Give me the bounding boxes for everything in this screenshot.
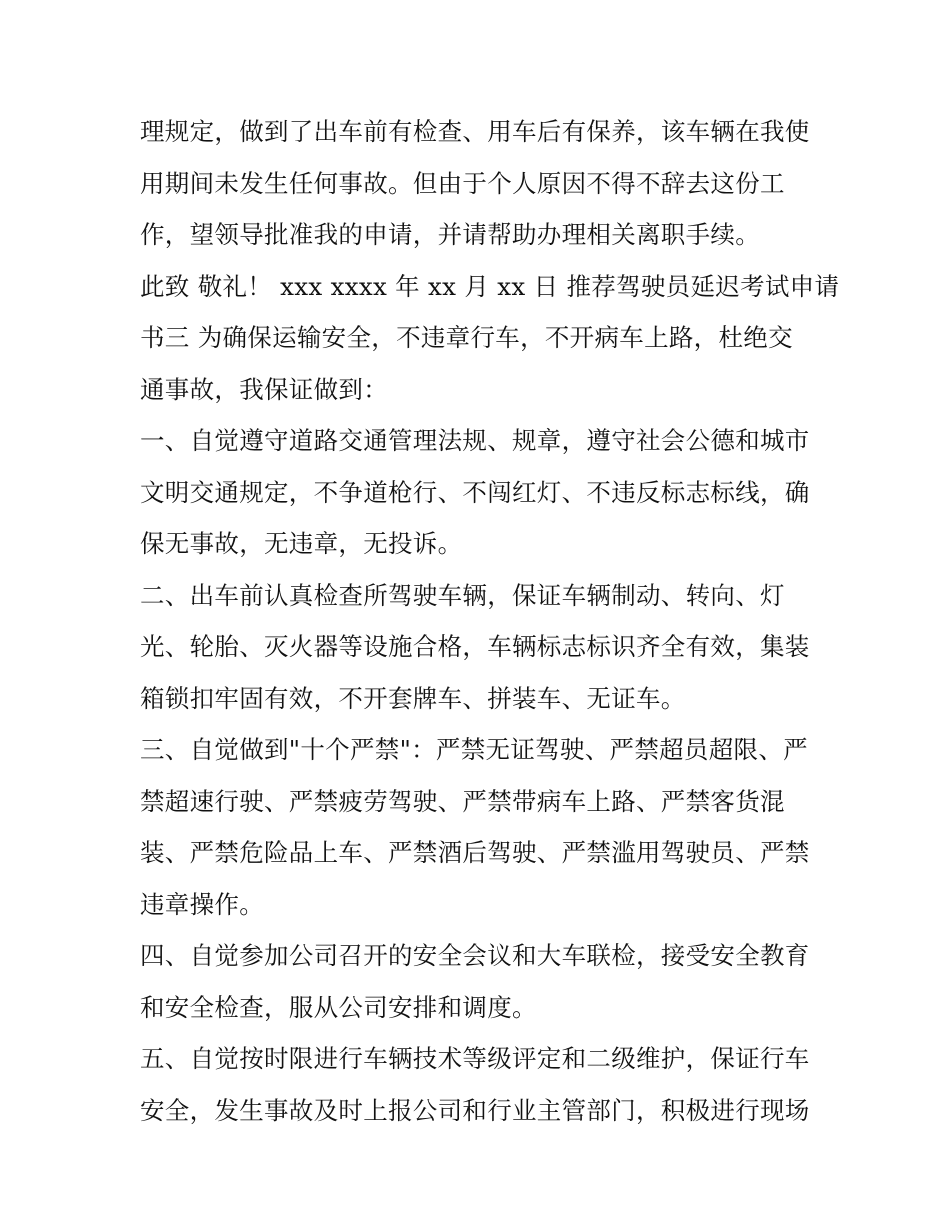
- text-line: 四、自觉参加公司召开的安全会议和大车联检，接受安全教育: [140, 941, 810, 970]
- text-line: 光、轮胎、灭火器等设施合格，车辆标志标识齐全有效，集装: [140, 632, 810, 661]
- text-line: 通事故，我保证做到：: [140, 374, 388, 404]
- document-body: [140, 106, 840, 1136]
- text-line: 作，望领导批准我的申请，并请帮助办理相关离职手续。: [140, 220, 760, 249]
- text-line: 安全，发生事故及时上报公司和行业主管部门，积极进行现场: [140, 1095, 810, 1125]
- text-line: 装、严禁危险品上车、严禁酒后驾驶、严禁滥用驾驶员、严禁: [140, 838, 810, 867]
- text-line: 违章操作。: [140, 889, 264, 919]
- text-line: 箱锁扣牢固有效，不开套牌车、拼装车、无证车。: [140, 683, 686, 713]
- text-line: 书三 为确保运输安全，不违章行车，不开病车上路，杜绝交: [140, 323, 793, 352]
- text-line: 五、自觉按时限进行车辆技术等级评定和二级维护，保证行车: [140, 1044, 810, 1073]
- text-line: 和安全检查，服从公司安排和调度。: [140, 992, 537, 1022]
- text-line: 二、出车前认真检查所驾驶车辆，保证车辆制动、转向、灯: [140, 580, 785, 610]
- text-line: 理规定，做到了出车前有检查、用车后有保养，该车辆在我使: [140, 117, 810, 146]
- text-line: 禁超速行驶、严禁疲劳驾驶、严禁带病车上路、严禁客货混: [140, 786, 785, 816]
- text-line: 三、自觉做到"十个严禁"：严禁无证驾驶、严禁超员超限、严: [140, 735, 808, 764]
- text-line: 用期间未发生任何事故。但由于个人原因不得不辞去这份工: [140, 168, 785, 198]
- text-line: 此致 敬礼！ xxx xxxx 年 xx 月 xx 日 推荐驾驶员延迟考试申请: [140, 271, 840, 301]
- text-line: 一、自觉遵守道路交通管理法规、规章，遵守社会公德和城市: [140, 426, 810, 455]
- text-line: 文明交通规定，不争道枪行、不闯红灯、不违反标志标线，确: [140, 477, 810, 507]
- text-line: 保无事故，无违章，无投诉。: [140, 529, 463, 558]
